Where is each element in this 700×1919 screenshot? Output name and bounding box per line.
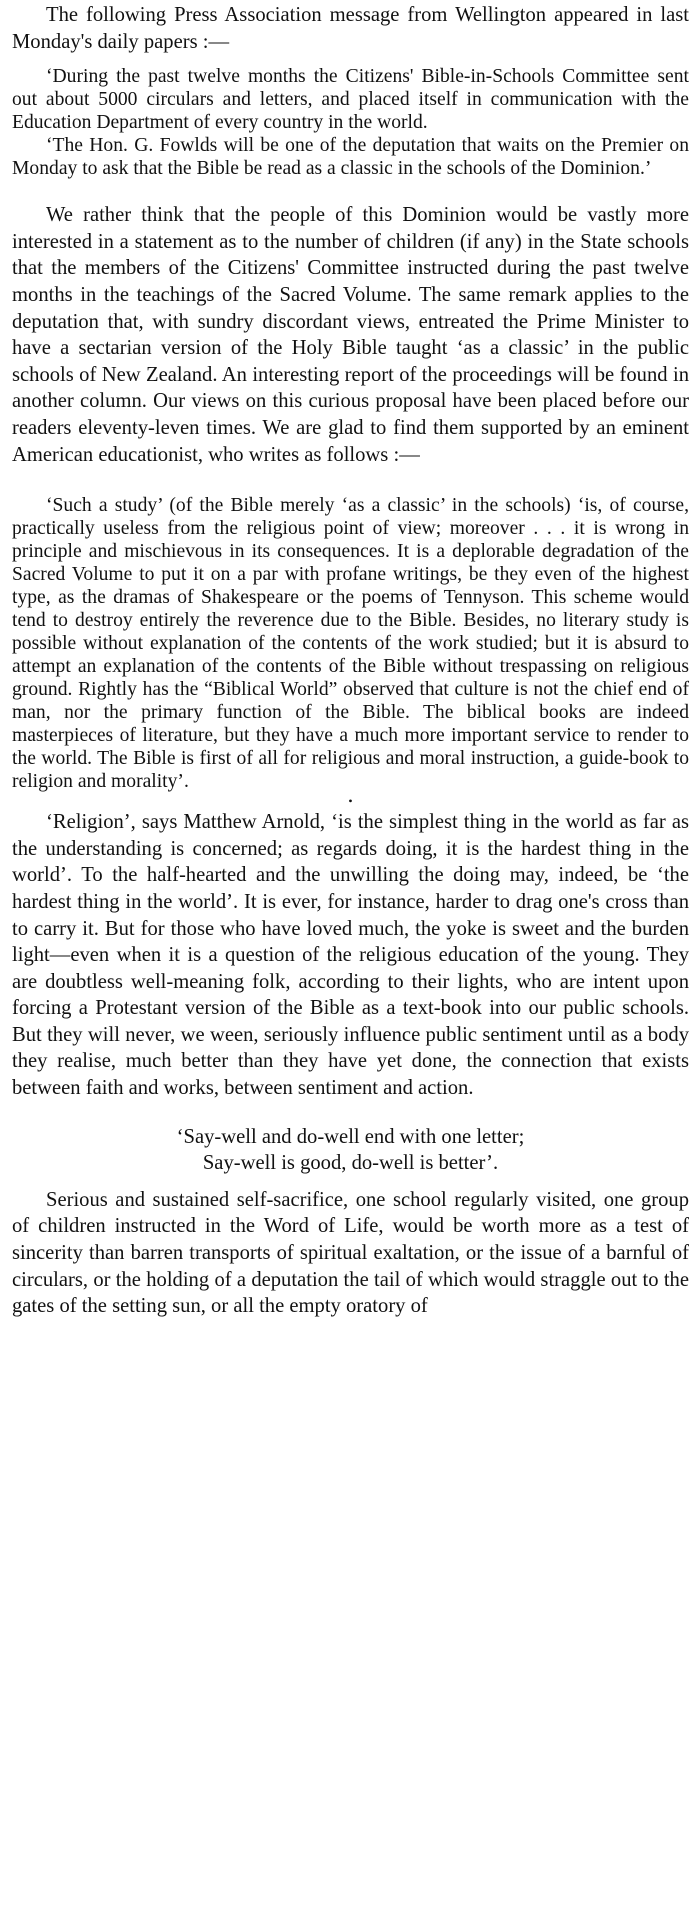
intro-paragraph: The following Press Association message from Wellington appeared in last Monday's daily papers :— (12, 4, 689, 53)
editorial-paragraph-arnold: ‘Religion’, says Matthew Arnold, ‘is the simplest thing in the world as far as the understanding is concerned; as regards doing, it is the hardest thing in the world’. To the half-hearted and the unwilling the doing may, indeed, be ‘the hardest thing in the world’. It is ever, for instance, harder to drag one's cross than to carry it. But for those who have loved much, the yoke is sweet and the burden light—even when it is a question of the religious education of the young. They are doubtless well-meaning folk, according to their lights, who are intent upon forcing a Protestant version of the Bible as a text-book into our public schools. But they will never, we ween, seriously influence public sentiment until as a body they realise, much better than they have yet done, the connection that exists between faith and works, between sentiment and action. (12, 811, 689, 1100)
educationist-quote: ‘Such a study’ (of the Bible merely ‘as a classic’ in the schools) ‘is, of course, practically useless from the religious point of view; moreover . . . it is wrong in principle and mischievous in its consequences. It is a deplorable degradation of the Sacred Volume to put it on a par with profane writings, be they even of the highest type, as the dramas of Shakespeare or the poems of Tennyson. This scheme would tend to destroy entirely the reverence due to the Bible. Besides, no literary study is possible without explanation of the contents of the work studied; but it is absurd to attempt an explanation of the contents of the Bible without trespassing on religious ground. Rightly has the “Biblical World” observed that culture is not the chief end of man, nor the primary function of the Bible. The biblical books are indeed masterpieces of literature, but they have a much more important service to render to the world. The Bible is first of all for religious and moral instruction, a guide-book to religion and morality’. (12, 495, 689, 793)
verse-line-1: ‘Say-well and do-well end with one letter; (176, 1125, 525, 1148)
editorial-paragraph-dominion: We rather think that the people of this Dominion would be vastly more interested in a statement as to the number of children (if any) in the State schools that the members of the Citizens' Committee instructed during the past twelve months in the teachings of the Sacred Volume. The same remark applies to the deputation that, with sundry discordant views, entreated the Prime Minister to have a sectarian version of the Holy Bible taught ‘as a classic’ in the public schools of New Zealand. An interesting report of the proceedings will be found in another column. Our views on this curious proposal have been placed before our readers eleventy-leven times. We are glad to find them supported by an eminent American educationist, who writes as follows :— (12, 204, 689, 466)
section-ornament: • (348, 794, 353, 809)
quote-paragraph-committee: ‘During the past twelve months the Citizens' Bible-in-Schools Committee sent out about 5000 circulars and letters, and placed itself in communication with the Education Department of every country in the world. (12, 66, 689, 134)
spacer (12, 180, 689, 202)
press-message-quote (12, 65, 689, 180)
spacer (12, 1177, 689, 1187)
verse-couplet (12, 1124, 689, 1177)
verse-line-2: Say-well is good, do-well is better’. (202, 1152, 499, 1175)
quote-paragraph-deputation: ‘The Hon. G. Fowlds will be one of the deputation that waits on the Premier on Monday to ask that the Bible be read as a classic in the schools of the Dominion.’ (12, 135, 689, 180)
spacer (12, 1102, 689, 1124)
editorial-paragraph-sacrifice: Serious and sustained self-sacrifice, one school regularly visited, one group of children instructed in the Word of Life, would be worth more as a test of sincerity than barren transports of spiritual exaltation, or the issue of a barnful of circulars, or the holding of a deputation the tail of which would straggle out to the gates of the setting sun, or all the empty oratory of (12, 1188, 689, 1318)
spacer (12, 55, 689, 65)
spacer (12, 468, 689, 494)
